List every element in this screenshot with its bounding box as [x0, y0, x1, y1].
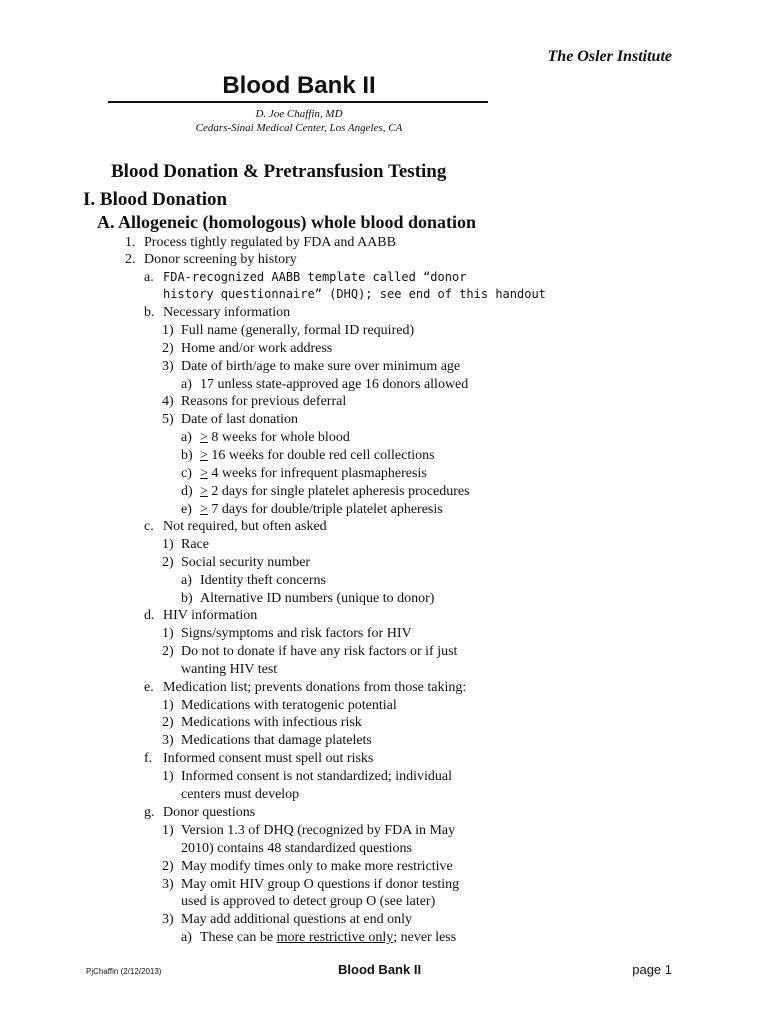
outline-item-text: HIV information [163, 608, 258, 623]
outline-item-text: Donor screening by history [144, 252, 297, 267]
list-marker: 2. [125, 252, 136, 267]
list-marker: a. [144, 270, 154, 285]
outline-item-text [200, 483, 470, 500]
author-affiliation: Cedars-Sinai Medical Center, Los Angeles, CA [195, 122, 403, 134]
outline-item-text: Version 1.3 of DHQ (recognized by FDA in May [181, 823, 456, 838]
outline-item-text: used is approved to detect group O (see later) [181, 894, 436, 909]
outline-item-text: Medications with teratogenic potential [181, 698, 397, 713]
list-marker: b) [181, 591, 193, 606]
outline-item-text: Full name (generally, formal ID required) [181, 323, 415, 338]
list-marker: 2) [162, 555, 174, 570]
list-marker: c. [144, 519, 154, 534]
outline-item-text: centers must develop [181, 787, 300, 802]
author-name: D. Joe Chaffin, MD [255, 108, 343, 120]
outline-item-text [200, 929, 456, 946]
outline-item-text: Date of birth/age to make sure over minimum age [181, 359, 461, 374]
list-marker: 4) [162, 394, 174, 409]
list-marker: a) [181, 573, 192, 588]
item-text-post: ; never less [393, 930, 457, 945]
outline-item-text: Medications that damage platelets [181, 733, 372, 748]
outline-item-text: Date of last donation [181, 412, 299, 427]
item-text: 2 days for single platelet apheresis procedures [207, 484, 470, 499]
outline-item-text [200, 465, 427, 482]
outline-item-text: Process tightly regulated by FDA and AABB [144, 235, 396, 250]
institute-name: The Osler Institute [547, 48, 672, 65]
outline-item-text: 2010) contains 48 standardized questions [181, 841, 412, 856]
greater-equal-symbol: > [200, 448, 208, 463]
item-text: 4 weeks for infrequent plasmapheresis [207, 466, 427, 481]
list-marker: 3) [162, 912, 174, 927]
item-text-underlined: more restrictive only [276, 930, 394, 945]
outline-item-text: Donor questions [163, 805, 256, 820]
list-marker: 1) [162, 323, 174, 338]
list-marker: 3) [162, 877, 174, 892]
title-rule [108, 101, 488, 103]
list-marker: 1) [162, 823, 174, 838]
outline-item-text: May modify times only to make more restrictive [181, 859, 453, 874]
outline-item-text: Necessary information [163, 305, 291, 320]
outline-item-text: Informed consent must spell out risks [163, 751, 374, 766]
outline-item-text: history questionnaire” (DHQ); see end of this handout [163, 287, 546, 301]
list-marker: 2) [162, 341, 174, 356]
outline-item-text: FDA-recognized AABB template called “donor [163, 270, 467, 284]
outline-item-text: Social security number [181, 555, 311, 570]
list-marker: 2) [162, 859, 174, 874]
outline-item-text: Home and/or work address [181, 341, 333, 356]
list-marker: e. [144, 680, 154, 695]
item-text-pre: These can be [200, 930, 277, 945]
greater-equal-symbol: > [200, 430, 208, 445]
footer-page-number: page 1 [632, 962, 672, 977]
list-marker: c) [181, 466, 192, 481]
outline-item-text: Signs/symptoms and risk factors for HIV [181, 626, 412, 641]
list-marker: 1) [162, 626, 174, 641]
list-marker: 5) [162, 412, 174, 427]
subsection-heading: A. Allogeneic (homologous) whole blood donation [97, 212, 477, 232]
list-marker: a) [181, 430, 192, 445]
list-marker: a) [181, 377, 192, 392]
outline-item-text [200, 501, 443, 518]
list-marker: 3) [162, 733, 174, 748]
list-marker: 1) [162, 537, 174, 552]
list-marker: 3) [162, 359, 174, 374]
outline-item-text: May omit HIV group O questions if donor testing [181, 877, 460, 892]
document-title: Blood Bank II [222, 72, 376, 99]
list-marker: f. [144, 751, 153, 766]
item-text: 16 weeks for double red cell collections [207, 448, 435, 463]
list-marker: g. [144, 805, 155, 820]
greater-equal-symbol: > [200, 466, 208, 481]
footer-title: Blood Bank II [338, 962, 422, 977]
outline-item-text: May add additional questions at end only [181, 912, 412, 927]
list-marker: a) [181, 930, 192, 945]
list-marker: d) [181, 484, 193, 499]
outline-item-text [200, 447, 435, 464]
section-heading: I. Blood Donation [83, 189, 228, 210]
outline-item-text: Alternative ID numbers (unique to donor) [200, 591, 435, 606]
item-text: 7 days for double/triple platelet apheresis [207, 502, 443, 517]
item-text: 8 weeks for whole blood [207, 430, 350, 445]
outline-item-text: Do not to donate if have any risk factors or if just [181, 644, 458, 659]
list-marker: 1) [162, 698, 174, 713]
main-heading: Blood Donation & Pretransfusion Testing [111, 161, 447, 182]
list-marker: d. [144, 608, 155, 623]
outline-item-text: Race [181, 537, 209, 552]
list-marker: 2) [162, 644, 174, 659]
outline-item-text: Medication list; prevents donations from those taking: [163, 680, 467, 695]
list-marker: b) [181, 448, 193, 463]
list-marker: 1. [125, 235, 136, 250]
outline-item-text: Not required, but often asked [163, 519, 327, 534]
outline-item-text: Informed consent is not standardized; individual [181, 769, 452, 784]
greater-equal-symbol: > [200, 484, 208, 499]
footer-author-date: PjChaffin (2/12/2013) [86, 967, 162, 976]
list-marker: 2) [162, 715, 174, 730]
outline-item-text [200, 429, 350, 446]
list-marker: e) [181, 502, 192, 517]
outline-item-text: wanting HIV test [181, 662, 278, 677]
list-marker: 1) [162, 769, 174, 784]
outline-item-text: 17 unless state-approved age 16 donors allowed [200, 377, 469, 392]
greater-equal-symbol: > [200, 502, 208, 517]
outline-item-text: Identity theft concerns [200, 573, 326, 588]
list-marker: b. [144, 305, 155, 320]
outline-item-text: Reasons for previous deferral [181, 394, 347, 409]
outline-item-text: Medications with infectious risk [181, 715, 362, 730]
